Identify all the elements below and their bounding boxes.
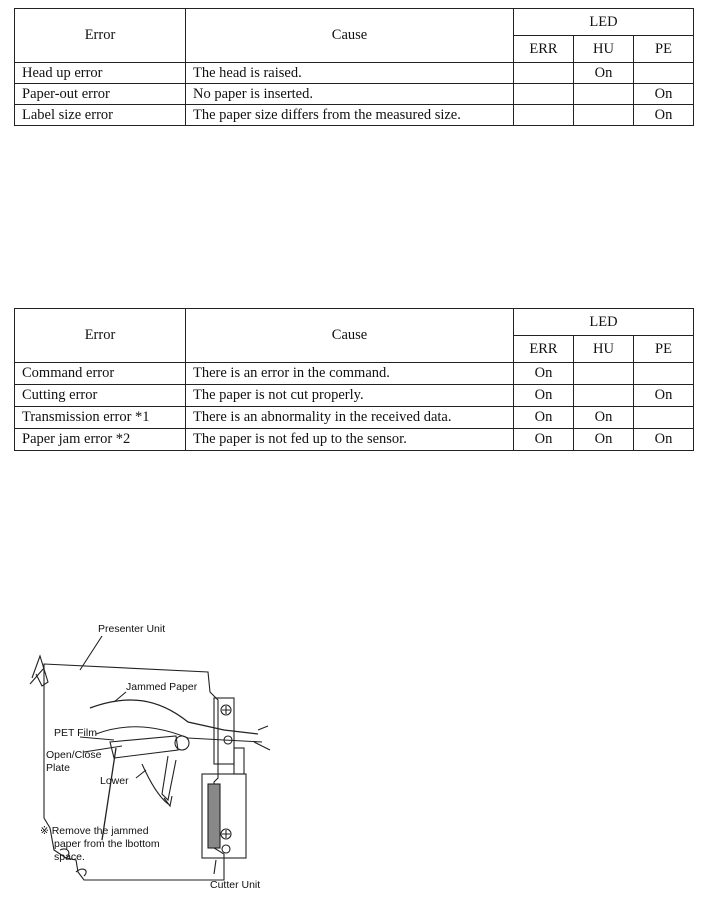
led-pe-cell: On — [634, 429, 694, 451]
header-pe: PE — [634, 336, 694, 363]
table-row — [15, 105, 694, 126]
led-hu-cell: On — [574, 407, 634, 429]
error-table-2 — [14, 308, 694, 451]
cause-cell: No paper is inserted. — [186, 84, 514, 105]
note-line-1: ※ Remove the jammed — [40, 825, 149, 837]
error-cell: Paper jam error *2 — [15, 429, 186, 451]
label-lower: Lower — [100, 775, 129, 787]
lower-plate — [162, 756, 176, 800]
header-led: LED — [514, 309, 694, 336]
jam-removal-figure — [18, 618, 308, 898]
led-pe-cell: On — [634, 385, 694, 407]
label-pet-film: PET Film — [54, 727, 97, 739]
led-err-cell: On — [514, 385, 574, 407]
presenter-diagram — [18, 618, 308, 898]
error-cell: Command error — [15, 363, 186, 385]
led-pe-cell — [634, 363, 694, 385]
led-hu-cell: On — [574, 63, 634, 84]
cause-cell: The paper size differs from the measured size. — [186, 105, 514, 126]
table-row — [15, 385, 694, 407]
header-pe: PE — [634, 36, 694, 63]
cause-cell: There is an abnormality in the received data. — [186, 407, 514, 429]
error-cell: Paper-out error — [15, 84, 186, 105]
note-line-2: paper from the lbottom — [54, 838, 160, 850]
label-presenter-unit: Presenter Unit — [98, 623, 166, 635]
header-error: Error — [15, 309, 186, 363]
led-hu-cell: On — [574, 429, 634, 451]
led-err-cell — [514, 84, 574, 105]
led-err-cell: On — [514, 407, 574, 429]
led-hu-cell — [574, 105, 634, 126]
table-row — [15, 84, 694, 105]
header-err: ERR — [514, 336, 574, 363]
cause-cell: The head is raised. — [186, 63, 514, 84]
error-cell: Cutting error — [15, 385, 186, 407]
table-row — [15, 429, 694, 451]
error-table-1 — [14, 8, 694, 126]
led-pe-cell: On — [634, 105, 694, 126]
led-err-cell — [514, 63, 574, 84]
table-row — [15, 363, 694, 385]
label-cutter-unit: Cutter Unit — [210, 879, 261, 891]
led-pe-cell: On — [634, 84, 694, 105]
error-cell: Head up error — [15, 63, 186, 84]
led-err-cell: On — [514, 363, 574, 385]
header-hu: HU — [574, 336, 634, 363]
header-cause: Cause — [186, 309, 514, 363]
cause-cell: There is an error in the command. — [186, 363, 514, 385]
table-row — [15, 63, 694, 84]
label-jammed-paper: Jammed Paper — [126, 681, 198, 693]
bracket-shape — [32, 656, 48, 686]
label-open-close: Open/Close — [46, 749, 102, 761]
header-err: ERR — [514, 36, 574, 63]
error-cell: Transmission error *1 — [15, 407, 186, 429]
table-row — [15, 407, 694, 429]
led-hu-cell — [574, 385, 634, 407]
cause-cell: The paper is not cut properly. — [186, 385, 514, 407]
led-pe-cell — [634, 407, 694, 429]
note-line-3: space. — [54, 851, 85, 863]
header-hu: HU — [574, 36, 634, 63]
header-error: Error — [15, 9, 186, 63]
led-err-cell: On — [514, 429, 574, 451]
error-cell: Label size error — [15, 105, 186, 126]
label-plate: Plate — [46, 762, 70, 774]
led-hu-cell — [574, 363, 634, 385]
cause-cell: The paper is not fed up to the sensor. — [186, 429, 514, 451]
led-err-cell — [514, 105, 574, 126]
led-hu-cell — [574, 84, 634, 105]
led-pe-cell — [634, 63, 694, 84]
header-cause: Cause — [186, 9, 514, 63]
header-led: LED — [514, 9, 694, 36]
